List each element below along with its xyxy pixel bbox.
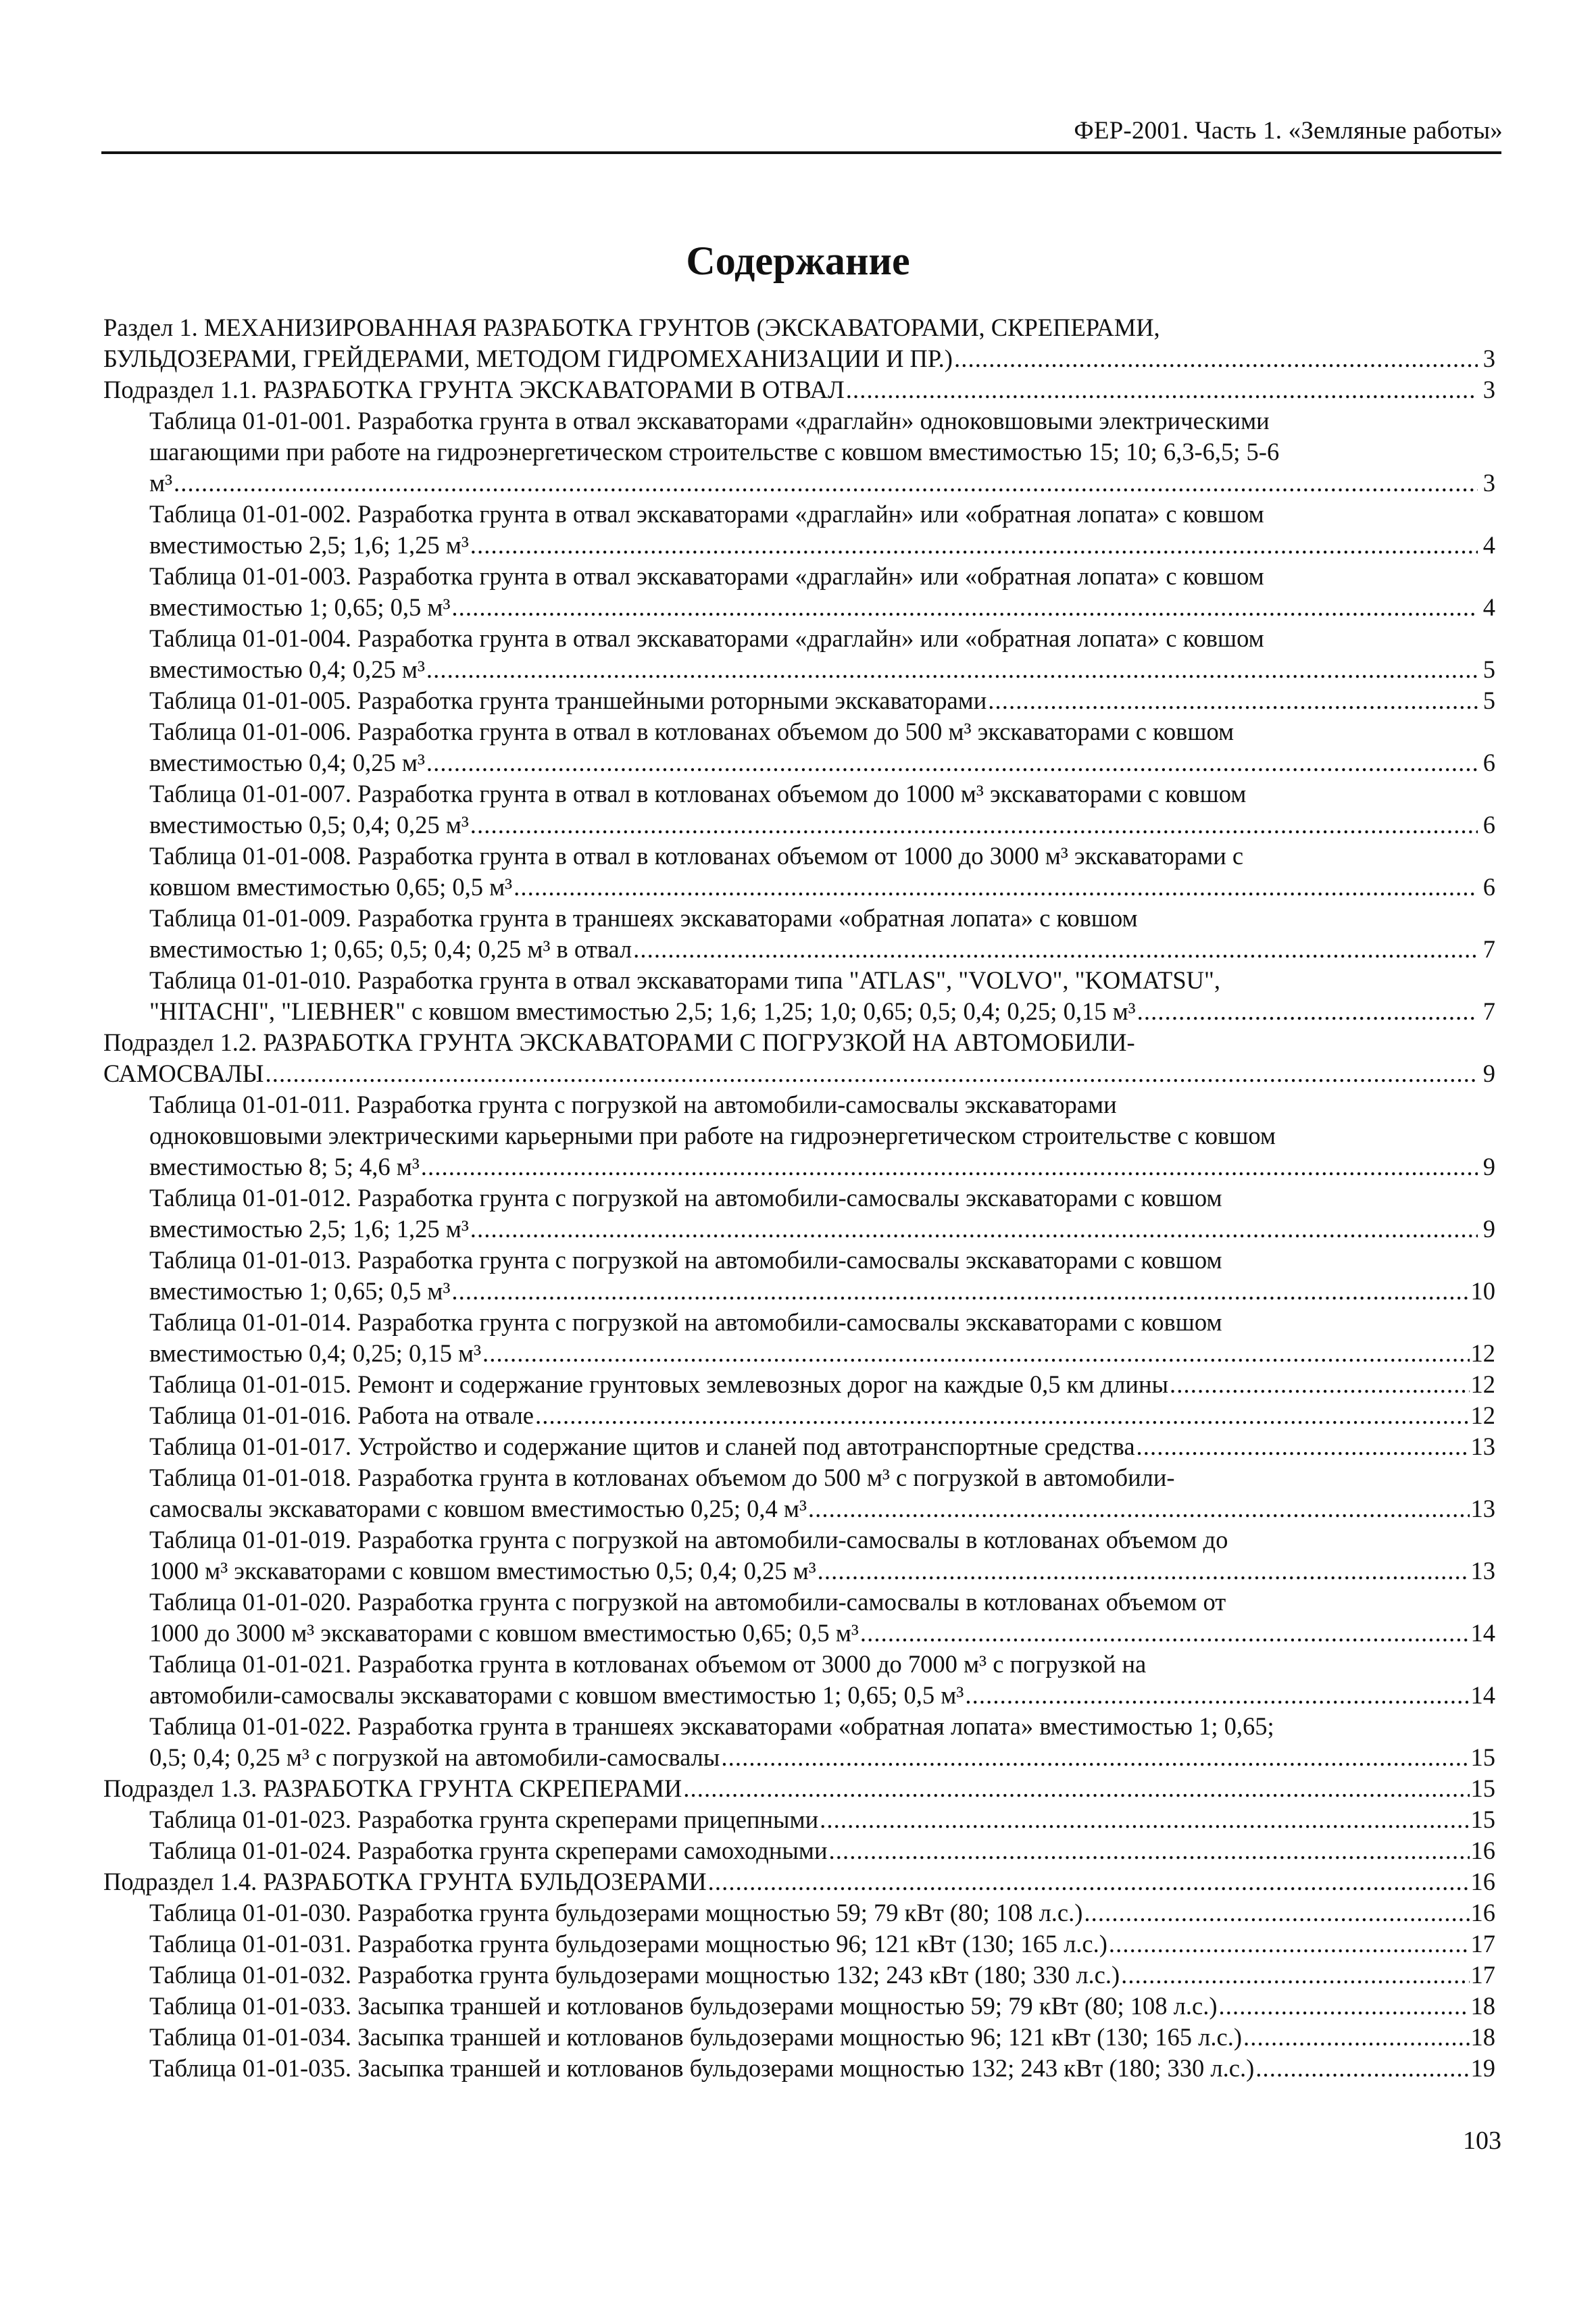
dot-leader: [1243, 2022, 1470, 2053]
toc-entry-table[interactable]: [103, 1183, 1495, 1245]
toc-page-number: 16: [1470, 1868, 1495, 1895]
toc-entry-text: Таблица 01-01-005. Разработка грунта траншейными роторными экскаваторами: [149, 687, 987, 714]
toc-entry-text: 0,5; 0,4; 0,25 м³ с погрузкой на автомобили-самосвалы: [149, 1743, 720, 1771]
toc-entry-text: автомобили-самосвалы экскаваторами с ковшом вместимостью 1; 0,65; 0,5 м³: [149, 1681, 964, 1709]
toc-page-number: 5: [1482, 687, 1495, 714]
toc-entry-table[interactable]: [103, 1369, 1495, 1400]
toc-page-number: 9: [1482, 1060, 1495, 1087]
toc-entry-table[interactable]: [103, 1089, 1495, 1183]
toc-entry-table[interactable]: [103, 499, 1495, 561]
toc-entry-text: Таблица 01-01-024. Разработка грунта скреперами самоходными: [149, 1837, 828, 1864]
toc-entry-text: Подраздел 1.1. РАЗРАБОТКА ГРУНТА ЭКСКАВАТОРАМИ В ОТВАЛ: [103, 376, 845, 403]
toc-entry-text: м³: [149, 469, 173, 497]
toc-entry-table[interactable]: [103, 1400, 1495, 1431]
dot-leader: [265, 1058, 1478, 1089]
toc-page-number: 9: [1482, 1215, 1495, 1243]
dot-leader: [988, 685, 1478, 716]
toc-entry-text: вместимостью 1; 0,65; 0,5; 0,4; 0,25 м³ в отвал: [149, 935, 632, 963]
toc-entry-table[interactable]: [103, 1991, 1495, 2022]
dot-leader: [965, 1680, 1469, 1711]
toc-entry-table[interactable]: [103, 903, 1495, 965]
toc-entry-table[interactable]: [103, 1928, 1495, 1960]
toc-entry-text: Таблица 01-01-016. Работа на отвале: [149, 1401, 534, 1429]
toc-page-number: 12: [1470, 1339, 1495, 1367]
toc-page-number: 15: [1470, 1743, 1495, 1771]
toc-page-number: 10: [1470, 1277, 1495, 1305]
toc-page-number: 6: [1482, 749, 1495, 776]
toc-entry-text: Таблица 01-01-034. Засыпка траншей и котлованов бульдозерами мощностью 96; 121 кВт (130; 165 л.с.): [149, 2023, 1242, 2051]
dot-leader: [1084, 1897, 1469, 1928]
toc-entry-table[interactable]: [103, 1462, 1495, 1524]
toc-page-number: 18: [1470, 2023, 1495, 2051]
toc-entry-text: Таблица 01-01-006. Разработка грунта в отвал в котлованах объемом до 500 м³ экскаваторами с ковшом: [149, 718, 1235, 745]
dot-leader: [451, 1276, 1469, 1307]
toc-entry-subsection[interactable]: [103, 1866, 1495, 1897]
toc-entry-subsection[interactable]: [103, 374, 1495, 405]
dot-leader: [721, 1742, 1469, 1773]
dot-leader: [846, 374, 1478, 405]
dot-leader: [421, 1151, 1478, 1183]
toc-entry-text: Таблица 01-01-001. Разработка грунта в отвал экскаваторами «драглайн» одноковшовыми электрическими: [149, 407, 1270, 434]
toc-page-number: 12: [1470, 1401, 1495, 1429]
page-title: Содержание: [686, 239, 910, 283]
dot-leader: [820, 1804, 1469, 1835]
toc-entry-table[interactable]: [103, 1524, 1495, 1587]
toc-entry-table[interactable]: [103, 1431, 1495, 1462]
dot-leader: [426, 747, 1478, 778]
dot-leader: [1170, 1369, 1470, 1400]
toc-entry-table[interactable]: [103, 1587, 1495, 1649]
dot-leader: [535, 1400, 1470, 1431]
toc-entry-text: 1000 до 3000 м³ экскаваторами с ковшом вместимостью 0,65; 0,5 м³: [149, 1619, 859, 1647]
toc-entry-table[interactable]: [103, 561, 1495, 623]
toc-entry-table[interactable]: [103, 1649, 1495, 1711]
toc-page-number: 4: [1482, 593, 1495, 621]
toc-entry-text: вместимостью 1; 0,65; 0,5 м³: [149, 1277, 451, 1305]
toc-page-number: 3: [1482, 469, 1495, 497]
dot-leader: [1137, 996, 1478, 1027]
dot-leader: [482, 1338, 1469, 1369]
toc-entry-text: Таблица 01-01-009. Разработка грунта в траншеях экскаваторами «обратная лопата» с ковшом: [149, 904, 1138, 932]
toc-entry-table[interactable]: [103, 841, 1495, 903]
dot-leader: [1137, 1431, 1470, 1462]
toc-page-number: 15: [1470, 1806, 1495, 1833]
toc-page-number: 13: [1470, 1557, 1495, 1585]
toc-page-number: 17: [1470, 1930, 1495, 1958]
toc-entry-table[interactable]: [103, 1835, 1495, 1866]
toc-entry-table[interactable]: [103, 1711, 1495, 1773]
toc-entry-table[interactable]: [103, 685, 1495, 716]
toc-entry-table[interactable]: [103, 1245, 1495, 1307]
toc-entry-text: Таблица 01-01-035. Засыпка траншей и котлованов бульдозерами мощностью 132; 243 кВт (180; 330 л.с.): [149, 2054, 1255, 2082]
toc-entry-text: Таблица 01-01-003. Разработка грунта в отвал экскаваторами «драглайн» или «обратная лопата» с ковшом: [149, 562, 1264, 590]
header-rule: [101, 151, 1501, 154]
page-number: 103: [1463, 2126, 1501, 2155]
toc-page-number: 4: [1482, 531, 1495, 559]
toc-entry-text: Таблица 01-01-032. Разработка грунта бульдозерами мощностью 132; 243 кВт (180; 330 л.с.): [149, 1961, 1120, 1989]
toc-entry-subsection[interactable]: [103, 1773, 1495, 1804]
toc-entry-table[interactable]: [103, 1307, 1495, 1369]
toc-entry-table[interactable]: [103, 405, 1495, 499]
running-header: ФЕР-2001. Часть 1. «Земляные работы»: [1074, 117, 1503, 145]
toc-page-number: 3: [1482, 376, 1495, 403]
toc-entry-text: Таблица 01-01-017. Устройство и содержание щитов и сланей под автотранспортные средства: [149, 1433, 1135, 1460]
toc-entry-text: вместимостью 8; 5; 4,6 м³: [149, 1153, 420, 1180]
dot-leader: [470, 1214, 1478, 1245]
toc-entry-text: Подраздел 1.2. РАЗРАБОТКА ГРУНТА ЭКСКАВАТОРАМИ С ПОГРУЗКОЙ НА АВТОМОБИЛИ-: [103, 1028, 1135, 1056]
toc-entry-text: Таблица 01-01-015. Ремонт и содержание грунтовых землевозных дорог на каждые 0,5 км длины: [149, 1370, 1168, 1398]
toc-page-number: 16: [1470, 1899, 1495, 1926]
toc-entry-text: Таблица 01-01-019. Разработка грунта с погрузкой на автомобили-самосвалы в котлованах объемом до: [149, 1526, 1228, 1553]
table-of-contents: [103, 312, 1495, 2084]
toc-entry-text: вместимостью 0,4; 0,25 м³: [149, 749, 425, 776]
toc-page-number: 16: [1470, 1837, 1495, 1864]
toc-page-number: 12: [1470, 1370, 1495, 1398]
toc-page-number: 14: [1470, 1619, 1495, 1647]
toc-entry-table[interactable]: [103, 1804, 1495, 1835]
dot-leader: [1109, 1928, 1470, 1960]
dot-leader: [1255, 2053, 1469, 2084]
toc-entry-table[interactable]: [103, 623, 1495, 685]
toc-entry-text: Таблица 01-01-004. Разработка грунта в отвал экскаваторами «драглайн» или «обратная лопата» с ковшом: [149, 624, 1264, 652]
toc-entry-text: самосвалы экскаваторами с ковшом вместимостью 0,25; 0,4 м³: [149, 1495, 807, 1522]
dot-leader: [954, 343, 1478, 374]
toc-page-number: 9: [1482, 1153, 1495, 1180]
toc-entry-text: Таблица 01-01-023. Разработка грунта скреперами прицепными: [149, 1806, 819, 1833]
toc-entry-text: 1000 м³ экскаваторами с ковшом вместимостью 0,5; 0,4; 0,25 м³: [149, 1557, 816, 1585]
toc-entry-table[interactable]: [103, 2053, 1495, 2084]
toc-page-number: 13: [1470, 1495, 1495, 1522]
toc-entry-subsection[interactable]: [103, 1027, 1495, 1089]
dot-leader: [470, 810, 1478, 841]
toc-entry-text: Таблица 01-01-012. Разработка грунта с погрузкой на автомобили-самосвалы экскаваторами с ковшом: [149, 1184, 1222, 1212]
toc-entry-text: вместимостью 2,5; 1,6; 1,25 м³: [149, 531, 469, 559]
toc-page-number: 19: [1470, 2054, 1495, 2082]
toc-entry-table[interactable]: [103, 778, 1495, 841]
toc-entry-table[interactable]: [103, 1960, 1495, 1991]
dot-leader: [633, 934, 1478, 965]
toc-entry-text: Таблица 01-01-022. Разработка грунта в траншеях экскаваторами «обратная лопата» вместимостью 1; 0,65;: [149, 1712, 1274, 1740]
toc-page-number: 6: [1482, 873, 1495, 901]
toc-entry-text: вместимостью 1; 0,65; 0,5 м³: [149, 593, 451, 621]
toc-entry-text: БУЛЬДОЗЕРАМИ, ГРЕЙДЕРАМИ, МЕТОДОМ ГИДРОМЕХАНИЗАЦИИ И ПР.): [103, 345, 953, 372]
toc-entry-text: Таблица 01-01-007. Разработка грунта в отвал в котлованах объемом до 1000 м³ экскаваторами с ковшом: [149, 780, 1247, 807]
toc-page-number: 3: [1482, 345, 1495, 372]
toc-entry-text: Таблица 01-01-031. Разработка грунта бульдозерами мощностью 96; 121 кВт (130; 165 л.с.): [149, 1930, 1107, 1958]
dot-leader: [708, 1866, 1470, 1897]
toc-page-number: 7: [1482, 997, 1495, 1025]
toc-page-number: 7: [1482, 935, 1495, 963]
toc-entry-text: Раздел 1. МЕХАНИЗИРОВАННАЯ РАЗРАБОТКА ГРУНТОВ (ЭКСКАВАТОРАМИ, СКРЕПЕРАМИ,: [103, 314, 1160, 341]
toc-page-number: 6: [1482, 811, 1495, 839]
dot-leader: [818, 1555, 1470, 1587]
toc-entry-text: вместимостью 2,5; 1,6; 1,25 м³: [149, 1215, 469, 1243]
dot-leader: [683, 1773, 1469, 1804]
toc-page-number: 14: [1470, 1681, 1495, 1709]
toc-entry-text: Таблица 01-01-033. Засыпка траншей и котлованов бульдозерами мощностью 59; 79 кВт (80; 108 л.с.): [149, 1992, 1218, 2020]
toc-entry-table[interactable]: [103, 1897, 1495, 1928]
dot-leader: [426, 654, 1478, 685]
toc-entry-text: Таблица 01-01-002. Разработка грунта в отвал экскаваторами «драглайн» или «обратная лопата» с ковшом: [149, 500, 1264, 528]
toc-page-number: 17: [1470, 1961, 1495, 1989]
dot-leader: [1121, 1960, 1469, 1991]
dot-leader: [808, 1493, 1470, 1524]
toc-entry-text: Таблица 01-01-030. Разработка грунта бульдозерами мощностью 59; 79 кВт (80; 108 л.с.): [149, 1899, 1083, 1926]
dot-leader: [829, 1835, 1470, 1866]
toc-page-number: 13: [1470, 1433, 1495, 1460]
dot-leader: [514, 872, 1478, 903]
toc-entry-text: вместимостью 0,5; 0,4; 0,25 м³: [149, 811, 469, 839]
toc-entry-text: САМОСВАЛЫ: [103, 1060, 264, 1087]
dot-leader: [860, 1618, 1470, 1649]
toc-entry-text: Таблица 01-01-021. Разработка грунта в котлованах объемом от 3000 до 7000 м³ с погрузкой на: [149, 1650, 1147, 1678]
dot-leader: [451, 592, 1478, 623]
toc-entry-text: Таблица 01-01-011. Разработка грунта с погрузкой на автомобили-самосвалы экскаваторами: [149, 1091, 1117, 1118]
toc-entry-text: Таблица 01-01-010. Разработка грунта в отвал экскаваторами типа "ATLAS", "VOLVO", "KOMATSU",: [149, 966, 1221, 994]
toc-entry-text: вместимостью 0,4; 0,25 м³: [149, 655, 425, 683]
toc-entry-text: Таблица 01-01-013. Разработка грунта с погрузкой на автомобили-самосвалы экскаваторами с ковшом: [149, 1246, 1222, 1274]
toc-entry-table[interactable]: [103, 965, 1495, 1027]
toc-entry-section[interactable]: [103, 312, 1495, 374]
toc-entry-text: Таблица 01-01-014. Разработка грунта с погрузкой на автомобили-самосвалы экскаваторами с ковшом: [149, 1308, 1222, 1336]
toc-entry-text: ковшом вместимостью 0,65; 0,5 м³: [149, 873, 513, 901]
toc-entry-text: Подраздел 1.4. РАЗРАБОТКА ГРУНТА БУЛЬДОЗЕРАМИ: [103, 1868, 707, 1895]
dot-leader: [174, 468, 1478, 499]
toc-page-number: 5: [1482, 655, 1495, 683]
toc-entry-text: вместимостью 0,4; 0,25; 0,15 м³: [149, 1339, 482, 1367]
toc-entry-text: Таблица 01-01-018. Разработка грунта в котлованах объемом до 500 м³ с погрузкой в автомобили-: [149, 1464, 1175, 1491]
dot-leader: [470, 530, 1478, 561]
toc-entry-text: "HITACHI", "LIEBHER" с ковшом вместимостью 2,5; 1,6; 1,25; 1,0; 0,65; 0,5; 0,4; 0,25; 0,15 м³: [149, 997, 1136, 1025]
toc-page-number: 15: [1470, 1774, 1495, 1802]
toc-entry-text: Таблица 01-01-008. Разработка грунта в отвал в котлованах объемом от 1000 до 3000 м³ экскаваторами с: [149, 842, 1244, 870]
toc-entry-text: Таблица 01-01-020. Разработка грунта с погрузкой на автомобили-самосвалы в котлованах объемом от: [149, 1588, 1226, 1616]
toc-page-number: 18: [1470, 1992, 1495, 2020]
toc-entry-text: одноковшовыми электрическими карьерными при работе на гидроэнергетическом строительстве с ковшом: [149, 1122, 1276, 1149]
toc-entry-text: шагающими при работе на гидроэнергетическом строительстве с ковшом вместимостью 15; 10; 6,3-6,5; 5-6: [149, 438, 1280, 466]
toc-entry-text: Подраздел 1.3. РАЗРАБОТКА ГРУНТА СКРЕПЕРАМИ: [103, 1774, 682, 1802]
dot-leader: [1219, 1991, 1470, 2022]
toc-entry-table[interactable]: [103, 716, 1495, 778]
toc-entry-table[interactable]: [103, 2022, 1495, 2053]
